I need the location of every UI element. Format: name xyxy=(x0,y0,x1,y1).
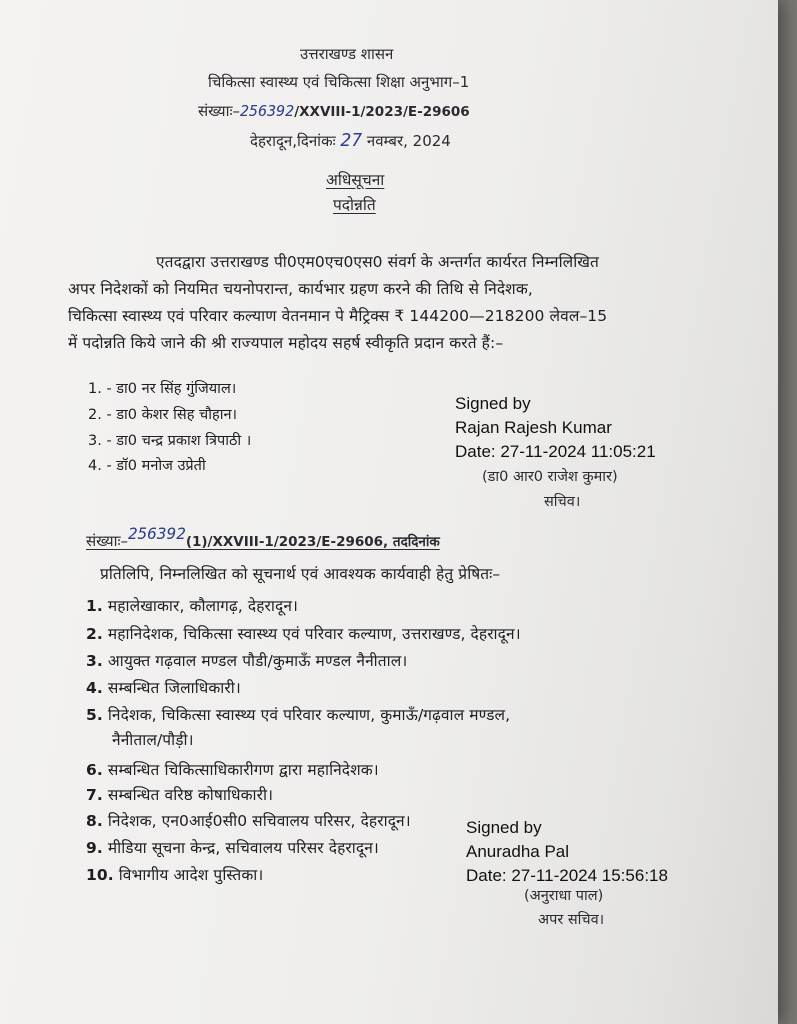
copy-item: 4. सम्बन्धित जिलाधिकारी। xyxy=(86,679,241,697)
ref-label: संख्याः– xyxy=(198,102,241,120)
issue-date xyxy=(250,130,451,151)
signature-2-designation: अपर सचिव। xyxy=(538,912,605,928)
promotee-item: 1. - डा0 नर सिंह गुंजियाल। xyxy=(88,381,237,397)
copy-reference-number xyxy=(86,524,440,551)
department-name: चिकित्सा स्वास्थ्य एवं चिकित्सा शिक्षा अनुभाग–1 xyxy=(208,73,470,91)
copy-ref-handwritten: 256392 xyxy=(128,524,186,543)
copy-item: 1. महालेखाकार, कौलागढ़, देहरादून। xyxy=(86,597,299,615)
signature-1-date: Date: 27-11-2024 11:05:21 xyxy=(455,442,656,461)
copy-item: 10. विभागीय आदेश पुस्तिका। xyxy=(86,866,264,884)
copy-item: 6. सम्बन्धित चिकित्साधिकारीगण द्वारा महानिदेशक। xyxy=(86,761,379,779)
signature-1-name: Rajan Rajesh Kumar xyxy=(455,418,612,437)
body-line-2: अपर निदेशकों को नियमित चयनोपरान्त, कार्यभार ग्रहण करने की तिथि से निदेशक, xyxy=(68,280,533,298)
copy-ref-suffix: (1)/XXVIII-1/2023/E-29606, तददिनांक xyxy=(185,534,440,550)
promotee-item: 3. - डा0 चन्द्र प्रकाश त्रिपाठी । xyxy=(88,433,252,449)
subject-title: पदोन्नति xyxy=(333,196,376,214)
signature-2-name: Anuradha Pal xyxy=(466,842,570,861)
promotee-item: 2. - डा0 केशर सिह चौहान। xyxy=(88,407,238,423)
notification-title: अधिसूचना xyxy=(326,171,385,189)
signature-2-hindi-name: (अनुराधा पाल) xyxy=(524,888,604,904)
signature-1-signed-by: Signed by xyxy=(455,394,531,413)
copy-item: 3. आयुक्त गढ़वाल मण्डल पौडी/कुमाऊँ मण्डल नैनीताल। xyxy=(86,652,408,670)
promotee-item: 4. - डॉ0 मनोज उप्रेती xyxy=(88,458,206,474)
signature-2-date: Date: 27-11-2024 15:56:18 xyxy=(466,866,668,885)
copy-item-continuation: नैनीताल/पौड़ी। xyxy=(112,731,194,749)
date-prefix: देहरादून,दिनांकः xyxy=(250,132,336,150)
ref-suffix: /XXVIII-1/2023/E-29606 xyxy=(294,104,470,120)
signature-1-designation: सचिव। xyxy=(544,494,581,510)
date-suffix: नवम्बर, 2024 xyxy=(366,132,451,150)
signature-1-hindi-name: (डा0 आर0 राजेश कुमार) xyxy=(482,469,618,485)
copy-ref-label: संख्याः– xyxy=(86,532,129,550)
government-name: उत्तराखण्ड शासन xyxy=(300,45,394,63)
reference-number xyxy=(198,101,470,121)
signature-2-signed-by: Signed by xyxy=(466,818,542,837)
body-line-3: चिकित्सा स्वास्थ्य एवं परिवार कल्याण वेतनमान पे मैट्रिक्स ₹ 144200—218200 लेवल–15 xyxy=(68,307,608,325)
copy-item: 8. निदेशक, एन0आई0सी0 सचिवालय परिसर, देहरादून। xyxy=(86,812,411,830)
ref-handwritten: 256392 xyxy=(240,102,295,120)
date-handwritten: 27 xyxy=(340,130,363,151)
copy-item: 9. मीडिया सूचना केन्द्र, सचिवालय परिसर देहरादून। xyxy=(86,839,379,857)
copy-item: 5. निदेशक, चिकित्सा स्वास्थ्य एवं परिवार कल्याण, कुमाऊँ/गढ़वाल मण्डल, xyxy=(86,706,511,724)
body-line-4: में पदोन्नति किये जाने की श्री राज्यपाल महोदय सहर्ष स्वीकृति प्रदान करते हैं:– xyxy=(68,334,504,352)
copy-intro: प्रतिलिपि, निम्नलिखित को सूचनार्थ एवं आवश्यक कार्यवाही हेतु प्रेषितः– xyxy=(100,565,501,583)
copy-item: 7. सम्बन्धित वरिष्ठ कोषाधिकारी। xyxy=(86,786,274,804)
copy-item: 2. महानिदेशक, चिकित्सा स्वास्थ्य एवं परिवार कल्याण, उत्तराखण्ड, देहरादून। xyxy=(86,625,521,643)
body-line-1: एतदद्वारा उत्तराखण्ड पी0एम0एच0एस0 संवर्ग के अन्तर्गत कार्यरत निम्नलिखित xyxy=(156,253,599,271)
